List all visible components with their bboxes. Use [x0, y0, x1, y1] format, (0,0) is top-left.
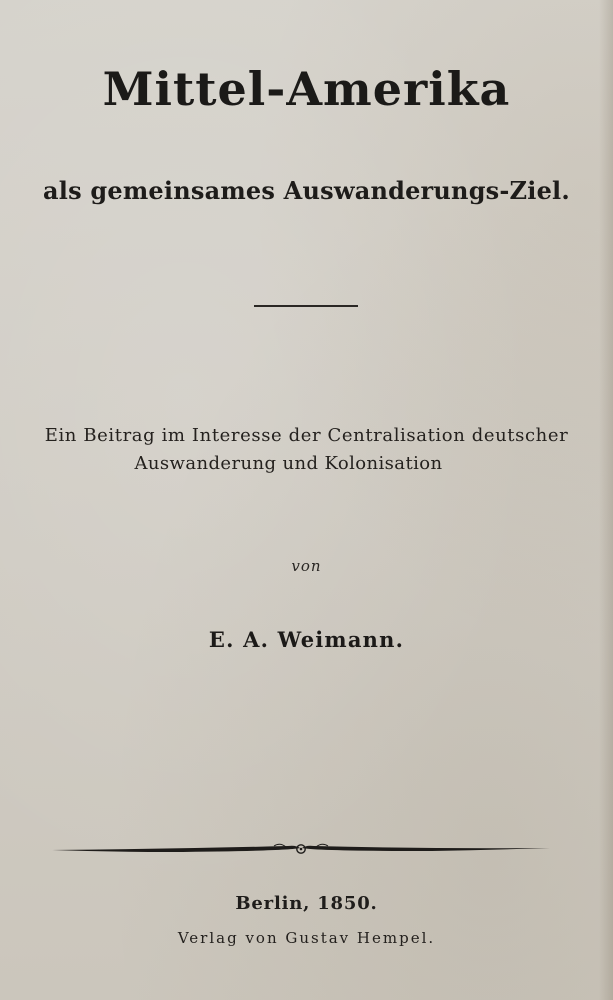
description-line-1: Ein Beitrag im Interesse der Centralisation deutscher: [44, 425, 569, 446]
description-line-2: Auswanderung und Kolonisation: [134, 453, 443, 474]
ornamental-rule: [50, 838, 552, 860]
book-title: Mittel-Amerika: [102, 62, 511, 116]
book-subtitle: als gemeinsames Auswanderungs-Ziel.: [43, 176, 570, 205]
place-and-year: Berlin, 1850.: [235, 893, 378, 914]
title-divider-rule: [254, 305, 358, 307]
publisher-line: Verlag von Gustav Hempel.: [177, 929, 436, 947]
author-name: E. A. Weimann.: [208, 627, 405, 652]
by-label: von: [291, 557, 322, 575]
page-edge-shadow: [599, 0, 613, 1000]
